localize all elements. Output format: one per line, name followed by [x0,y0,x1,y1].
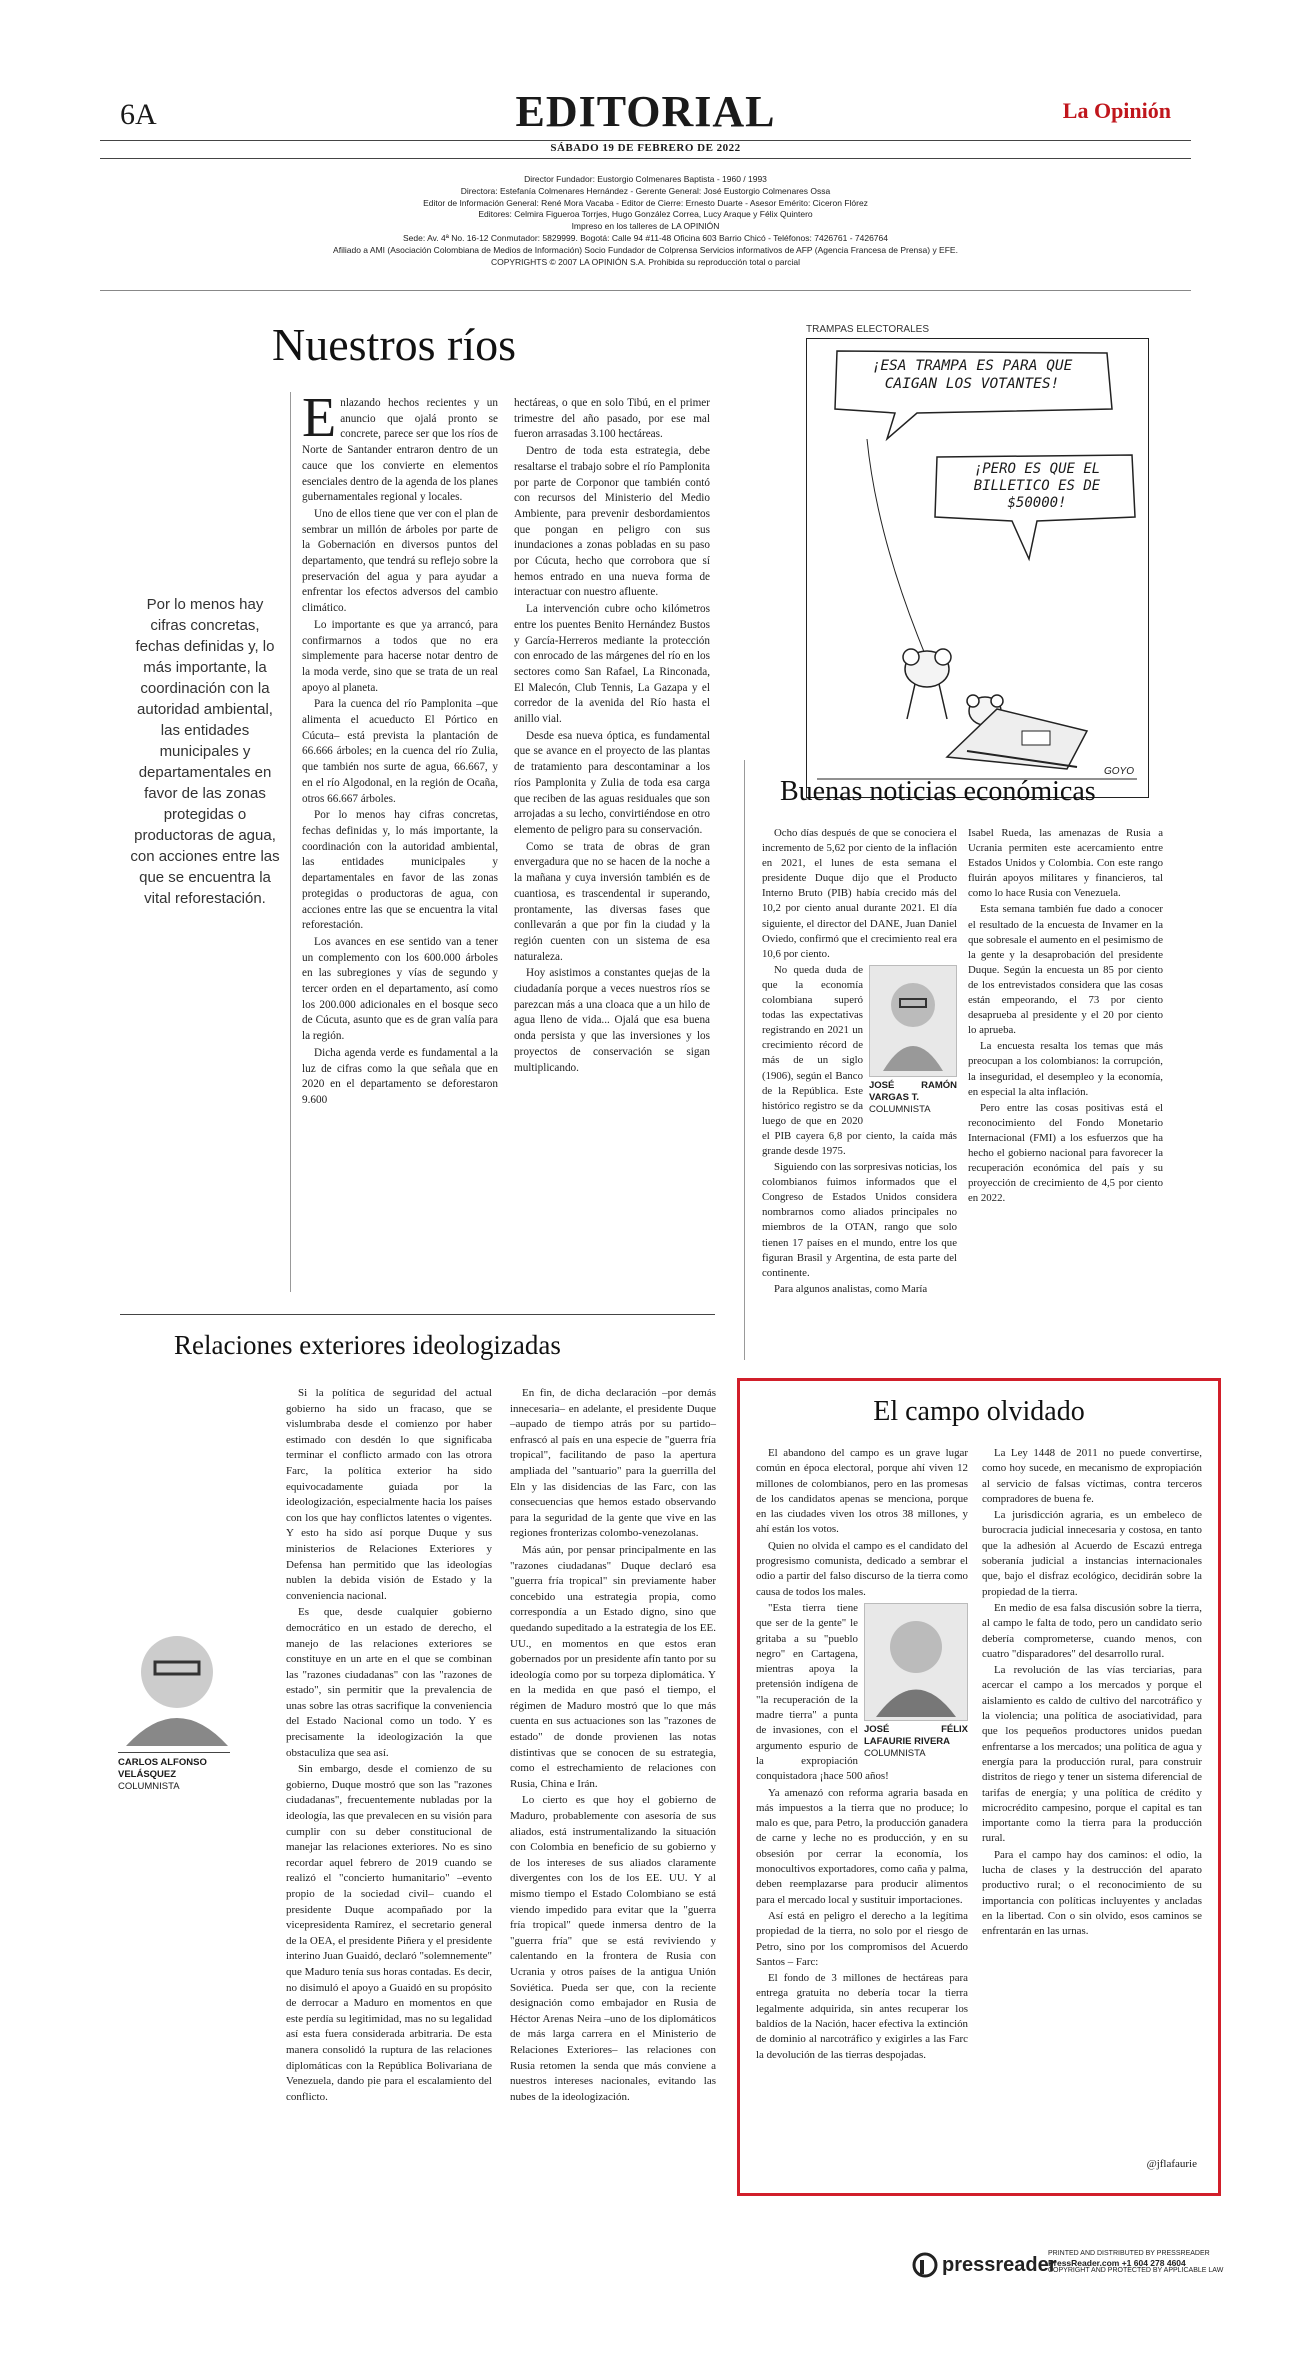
relaciones-column-1 [286,1386,492,2106]
cartoon-speech-bubble-1: ¡ESA TRAMPA ES PARA QUE CAIGAN LOS VOTANTES! [871,358,1073,392]
page-number: 6A [120,98,157,131]
credit-line: COPYRIGHTS © 2007 LA OPINIÓN S.A. Prohibida su reproducción total o parcial [490,256,801,267]
buenas-column-1 [762,826,957,1298]
column-paragraph: Siguiendo con las sorpresivas noticias, los colombianos fuimos informados que el Congreso de Estados Unidos considera nombrarnos como aliados principales no miembros de la OTAN, rango que solo tienen 17 países en el mundo, entre los que figuran Brasil y Argentina, de esta parte del continente. [762,1161,957,1279]
cartoon-speech-bubble-2: ¡PERO ES QUE EL BILLETICO ES DE $50000! [973,461,1101,511]
credit-line: Directora: Estefanía Colmenares Hernández - Gerente General: José Eustorgio Colmenares Ossa [460,185,831,196]
campo-column-2 [982,1446,1202,1941]
author-photo-block [118,1618,236,1793]
section-rule [120,1314,715,1315]
staff-credits [200,174,1091,268]
author-photo [118,1618,236,1748]
editorial-column-2 [514,396,710,1077]
editorial-paragraph: Hoy asistimos a constantes quejas de la ciudadanía porque a veces nuestros ríos se parezcan más a una cloaca que a un hilo de agua lleno de vida... Ojalá que esa buena onda persista y que las inversiones y los proyectos de conservación se sigan multiplicando. [514,967,710,1074]
column-paragraph: En fin, de dicha declaración –por demás innecesaria– en adelante, el presidente Duque –aupado de tiempo atrás por su partido– enfrascó al país en una especie de "guerra fría tropical", facilitando de paso la apertura ampliada del "santuario" para la guerrilla del Eln y las disidencias de las Farc, con las consecuencias que hemos estado observando para la seguridad de la gente que vive en las regiones fronterizas colombo-venezolanas. [510,1387,716,1540]
column-paragraph: En medio de esa falsa discusión sobre la tierra, al campo le falta de todo, pero un candidato serio debería comprometerse, cuando menos, con cuatro "disparadores" del desarrollo rural. [982,1601,1202,1660]
masthead-rule-bottom [100,158,1191,159]
author-photo [869,965,957,1077]
editorial-paragraph: Lo importante es que ya arrancó, para confirmarnos a todos que no era simplemente para hacerse notar dentro de la moda verde, sino que se trata de un real apoyo al planeta. [302,618,498,694]
notice-line: PRINTED AND DISTRIBUTED BY PRESSREADER [1048,2250,1210,2257]
author-role: COLUMNISTA [864,1747,926,1759]
column-paragraph: Sin embargo, desde el comienzo de su gobierno, Duque mostró que son las "razones ciudadanas", frecuentemente nubladas por la ideología, las que prevalecen en su visión para cumplir con su deber constitucional de manejar las relaciones exteriores. No es sino recordar aquel febrero de 2019 cuando se realizó el "concierto humanitario" –evento propio de la sociedad civil– cuando el presidente Duque acompañado por la vicepresidenta Ramírez, el secretario general de la OEA, el presidente Piñera y el presidente interino Juan Guaidó, declaró "solemnemente" que Maduro tenía sus horas contadas. Es decir, no disimuló el apoyo a Guaidó en su propósito de derrocar a Maduro en momentos en que este perdía su legitimidad, mas no su legalidad así esta fuera considerada arbitraria. De esta manera consolidó la ruptura de las relaciones diplomáticas con la República Bolivariana de Venezuela, dando pie para el escalamiento del conflicto. [286,1763,492,2103]
column-headline: Buenas noticias económicas [780,776,1096,807]
editorial-paragraph: Por lo menos hay cifras concretas, fechas definidas y, lo más importante, la coordinación con la autoridad ambiental, las entidades municipales y departamentales en favor de las zonas protegidas o productoras de agua, con acciones entre las que se encuentra la vital reforestación. [302,809,498,932]
editorial-column-1 [302,387,499,1110]
author-name: JOSÉ RAMÓN VARGAS T. [869,1079,957,1103]
column-paragraph: La Ley 1448 de 2011 no puede convertirse, como hoy sucede, en mecanismo de expropiación al servicio de falsas víctimas, contra terceros compradores de buena fe. [982,1447,1202,1505]
column-paragraph: No queda duda de que la economía colombiana superó todas las expectativas registrando en 2021 un crecimiento récord de más de un siglo (1906), según el Banco de la República. Este histórico registro se da luego de que en 2020 el PIB cayera 6,8 por ciento, la caída más grande desde 1975. [762,963,957,1157]
column-headline: Relaciones exteriores ideologizadas [174,1330,561,1360]
campo-column-1 [756,1446,968,2064]
credit-line: Afiliado a AMI (Asociación Colombiana de Medios de Información) Socio Fundador de Colprensa Servicios informativos de AFP (Agencia Francesa de Prensa) y EFE. [333,244,958,255]
editorial-paragraph: Como se trata de obras de gran envergadura que no se hacen de la noche a la mañana y cuya inversión también es de cuantiosa, es trascendental ir superando, prontamente, las diversas fases que conllevarán a que por fin la ciudad y la región cuenten con un sistema de esa naturaleza. [514,840,710,963]
portrait-icon [871,1607,961,1717]
editorial-paragraph: La intervención cubre ocho kilómetros entre los puentes Benito Hernández Bustos y García-Herreros mediante la protección con enrocado de las márgenes del río en los sectores como San Rafael, La Rinconada, El Malecón, Club Tennis, La Gazapa y el corredor de la avenida del Río hasta el anillo vial. [514,603,710,726]
author-photo-block [864,1603,968,1761]
credit-line: Director Fundador: Eustorgio Colmenares Baptista - 1960 / 1993 [524,174,767,184]
column-paragraph: Isabel Rueda, las amenazas de Rusia a Ucrania permiten este acercamiento entre Estados Unidos y Colombia. Con este rango fluirán apoyos militares y financieros, tal como lo hace Rusia con Venezuela. [968,827,1163,900]
author-photo-block [869,965,957,1115]
notice-line: COPYRIGHT AND PROTECTED BY APPLICABLE LAW [1048,2267,1224,2274]
column-paragraph: El abandono del campo es un grave lugar común en época electoral, porque ahí viven 12 millones de colombianos, pero en las promesas de los candidatos apenas se menciona, porque en las ciudades viven los otros 38 millones, y ahí están los votos. [756,1447,968,1536]
editorial-paragraph: Enlazando hechos recientes y un anuncio que ojalá pronto se concrete, parece ser que los ríos de Norte de Santander entraron dentro de un cauce que los convierte en elementos esenciales dentro de la agenda de los planes gubernamentales regional y locales. [302,387,499,504]
cartoon-illustration [807,339,1147,796]
column-paragraph: Para algunos analistas, como María [774,1282,928,1295]
author-handle[interactable]: @jflafaurie [1146,2158,1197,2170]
author-photo [864,1603,968,1721]
column-headline: El campo olvidado [873,1396,1085,1427]
column-paragraph: Ocho días después de que se conociera el incremento de 5,62 por ciento de la inflación en 2021, el lunes de esta semana el presidente Duque dijo que el Producto Interno Bruto (PIB) había crecido más del 10,2 por ciento anual durante 2021. El día siguiente, el director del DANE, Juan Daniel Oviedo, confirmó que el crecimiento real era 10,6 por ciento. [762,827,957,960]
portrait-icon [878,971,948,1071]
cartoon-label: TRAMPAS ELECTORALES [806,324,929,335]
credit-line: Editores: Celmira Figueroa Torrjes, Hugo González Correa, Lucy Araque y Félix Quintero [478,209,813,220]
issue-date: SÁBADO 19 DE FEBRERO DE 2022 [550,142,741,154]
author-name: JOSÉ FÉLIX LAFAURIE RIVERA [864,1723,968,1747]
column-paragraph: Más aún, por pensar principalmente en las "razones ciudadanas" Duque declaró esa "guerra fría tropical" sin previamente haber concebido una estrategia propia, como correspondía a un Estado digno, sino que quedando supeditado a la estrategia de los EE. UU., en momentos en que estos eran gobernados por un presidente afín tanto por su ideología como por su torpeza diplomática. Y en la medida en que pasó el tiempo, el régimen de Maduro mostró que lo que más cuenta en sus actuaciones son las "razones de estado" de donde provienen las notas distintivas que se conocen de su estrategia, como el estrechamiento de relaciones con Rusia, China e Irán. [510,1543,716,1790]
author-role: COLUMNISTA [869,1103,931,1115]
column-paragraph: La jurisdicción agraria, es un embeleco de burocracia judicial innecesaria y costosa, en tanto que la adhesión al Acuerdo de Escazú entrega soberanía judicial a instancias internacionales que, bajo el disfraz ecológico, decidirán sobre la propiedad de la tierra. [982,1509,1202,1598]
column-paragraph: Si la política de seguridad del actual gobierno ha sido un fracaso, que se vislumbraba desde el comienzo por haber estimado con desdén lo que significaba terminar el conflicto armado con las otrora Farc, la política exterior ha sido equivocadamente guiada por la ideologización, especialmente hacia los países con los que hay conflictos latentes o vigentes. Y esto ha sido así porque Duque y sus ministerios de Relaciones Exteriores y Defensa han permitido que las ideologías nublen la debida visión de Estado y la conveniencia nacional. [286,1387,492,1602]
column-paragraph: Esta semana también fue dado a conocer el resultado de la encuesta de Invamer en la que sobresale el aumento en el pesimismo de la gente y la desaprobación del presidente Duque. Según la encuesta un 85 por ciento de los entrevistados considera que las cosas están empeorando, el 73 por ciento desaprueba al presidente y el 20 por ciento lo aprueba. [968,903,1163,1037]
editorial-cartoon [806,338,1149,798]
column-paragraph: El fondo de 3 millones de hectáreas para entrega gratuita no debería tocar la tierra legalmente adquirida, sin antes recuperar los baldíos de la Nación, hacer efectiva la extinción de dominio al narcotráfico y exigirles a las Farc la devolución de las tierras despojadas. [756,1972,968,2061]
editorial-paragraph: Uno de ellos tiene que ver con el plan de sembrar un millón de árboles por parte de la Gobernación en diversos puntos del departamento, que tendrá su reflejo sobre la preservación del agua y para ayudar a enfrentar los efectos adversos del cambio climático. [302,507,499,615]
credits-rule [100,290,1191,291]
column-paragraph: "Esta tierra tiene que ser de la gente" le gritaba a su "pueblo negro" en Cartagena, mientras apoya la pretensión indígena de "la recuperación de la madre tierra" a punta de invasiones, con el argumento espurio de la expropiación conquistadora ¡hace 500 años! [756,1601,889,1783]
column-paragraph: Pero entre las cosas positivas está el reconocimiento del Fondo Monetario Internacional (FMI) a los esfuerzos que ha hecho el gobierno nacional para favorecer la recuperación económica del país y su proyección de crecimiento de 4,5 por ciento en 2022. [968,1101,1163,1205]
relaciones-column-2 [510,1386,716,2106]
editorial-paragraph: Los avances en ese sentido van a tener un complemento con los 600.000 árboles en las subregiones y vías de segundo y tercer orden en el departamento, así como los 200.000 adicionales en el bosque seco de Cúcuta, asunto que es de gran valía para la región. [302,935,498,1043]
editorial-paragraph: Dicha agenda verde es fundamental a la luz de cifras como la que señala que en 2020 en el departamento se deforestaron 9.600 [302,1046,498,1106]
pressreader-brand[interactable]: pressreader [942,2254,1057,2276]
pressreader-logo-icon [912,2252,938,2278]
author-name: CARLOS ALFONSO VELÁSQUEZ [118,1757,207,1780]
notice-line[interactable]: PressReader.com +1 604 278 4604 [1048,2257,1186,2268]
column-paragraph: Para el campo hay dos caminos: el odio, la lucha de clases y la destrucción del aparato productivo rural; o el reconocimiento de su importancia con políticas incluyentes y ancladas en la libertad. Con o sin olvido, esos caminos se enfrentarán en las urnas. [982,1848,1202,1938]
column-paragraph: Así está en peligro el derecho a la legítima propiedad de la tierra, no solo por el riesgo de Petro, sino por los compromisos del Acuerdo Santos – Farc: [756,1909,968,1968]
column-paragraph: La encuesta resalta los temas que más preocupan a los colombianos: la corrupción, la inseguridad, el desempleo y la economía, en especial la alta inflación. [968,1040,1163,1098]
credit-line: Sede: Av. 4ª No. 16-12 Conmutador: 5829999. Bogotá: Calle 94 #11-48 Oficina 603 Barrio Chicó - Teléfonos: 7426761 - 7426764 [403,232,888,243]
author-role: COLUMNISTA [118,1781,180,1792]
section-title: EDITORIAL [515,87,776,136]
pressreader-notice [1048,2250,1223,2276]
editorial-paragraph: hectáreas, o que en solo Tibú, en el primer trimestre del año pasado, por ese mal fueron arrasadas 3.100 hectáreas. [514,397,710,441]
column-paragraph: Quien no olvida el campo es el candidato del progresismo comunista, dedicado a sembrar el odio a partir del falso discurso de la tierra como causa de todos los males. [756,1539,968,1598]
editorial-paragraph: Para la cuenca del río Pamplonita –que alimenta el acueducto El Pórtico en Cúcuta– está prevista la plantación de 66.666 árboles; en la cuenca del río Zulia, que también nos surte de agua, 66.667, y en el río Algodonal, en la región de Ocaña, otros 66.667 árboles. [302,698,498,805]
column-divider [744,760,745,1360]
portrait-icon [122,1620,232,1746]
cartoonist-signature: GOYO [1103,766,1134,777]
drop-cap: E [302,387,337,449]
editorial-paragraph: Dentro de toda esta estrategia, debe resaltarse el trabajo sobre el río Pamplonita por parte de Corponor que también contó con recursos del Ministerio del Medio Ambiente, para prevenir desbordamientos que pongan en peligro con sus inundaciones a zonas pobladas en su paso por Cúcuta, hecho que corrobora que sí hemos entrado en una nueva forma de interactuar con nuestro afluente. [514,445,710,599]
editorial-headline: Nuestros ríos [272,319,517,370]
masthead-rule-top [100,140,1191,141]
column-paragraph: Es que, desde cualquier gobierno democrático en un estado de derecho, el manejo de las relaciones exteriores se constituye en un arte en el que se combinan las "razones ciudadanas" con las "razones de estado", sin permitir que la prevalencia de unas sobre las otras sacrifique la conveniencia del Estado Nacional como un todo. Y es precisamente la ideologización la que obstaculiza que sea así. [286,1606,492,1759]
pull-quote-divider [290,392,291,1292]
buenas-column-2 [968,826,1163,1207]
newspaper-logo[interactable]: La Opinión [1062,98,1171,123]
column-paragraph: Ya amenazó con reforma agraria basada en más impuestos a la tierra que no produce; lo malo es que, para Petro, la producción ganadera de carne y leche no es producción, y en su obsesión por cerrar la economía, los monocultivos exportadores, como caña y palma, deben reemplazarse para producir alimentos para el mercado local y sustituir importaciones. [756,1786,968,1906]
pull-quote: Por lo menos hay cifras concretas, fechas definidas y, lo más importante, la coordinación con la autoridad ambiental, las entidades municipales y departamentales en favor de las zonas protegidas o productoras de agua, con acciones entre las que se encuentra la vital reforestación. [130,596,280,907]
column-paragraph: Lo cierto es que hoy el gobierno de Maduro, probablemente con asesoría de sus aliados, está instrumentalizando la situación con Colombia en beneficio de su gobierno y de los intereses de sus aliados claramente divergentes con los de los EE. UU. Y al mismo tiempo el Estado Colombiano se está viendo impedido para evitar que la "guerra fría tropical" quede inmersa dentro de la "guerra fría" que se está reviviendo y calentando en la frontera de Rusia con Ucrania y otros países de la antigua Unión Soviética. Pueda ser que, con la reciente designación como embajador en Rusia de Héctor Arenas Neira –uno de los diplomáticos de más larga carrera en el Ministerio de Relaciones Exteriores– las relaciones con Rusia retomen la senda que más conviene a nuestros intereses nacionales, evitando las nubes de la ideologización. [510,1794,716,2103]
credit-line: Impreso en los talleres de LA OPINIÓN [571,221,720,232]
credit-line: Editor de Información General: René Mora Vacaba - Editor de Cierre: Ernesto Duarte - Asesor Emérito: Ciceron Flórez [423,197,868,208]
editorial-paragraph: Desde esa nueva óptica, es fundamental que se avance en el proyecto de las plantas de tratamiento para descontaminar a los ríos Pamplonita y Zulia de toda esa carga que reciben de las aguas residuales que son arrojadas a su lecho, convirtiéndose en otro elemento de peligro para su conservación. [514,729,710,836]
column-paragraph: La revolución de las vías terciarias, para acercar el campo a los mercados y porque el aislamiento es caldo de cultivo del narcotráfico y la violencia; una política de asociatividad, para que los pequeños productores unidos puedan enfrentarse a los mercados; una política de agua y energía para la producción rural, para construir distritos de riego y tener un sistema diferencial de tarifas de energía; y una política de crédito y microcrédito campesino, porque el capital es tan importante como la tierra para la producción rural. [982,1664,1202,1845]
